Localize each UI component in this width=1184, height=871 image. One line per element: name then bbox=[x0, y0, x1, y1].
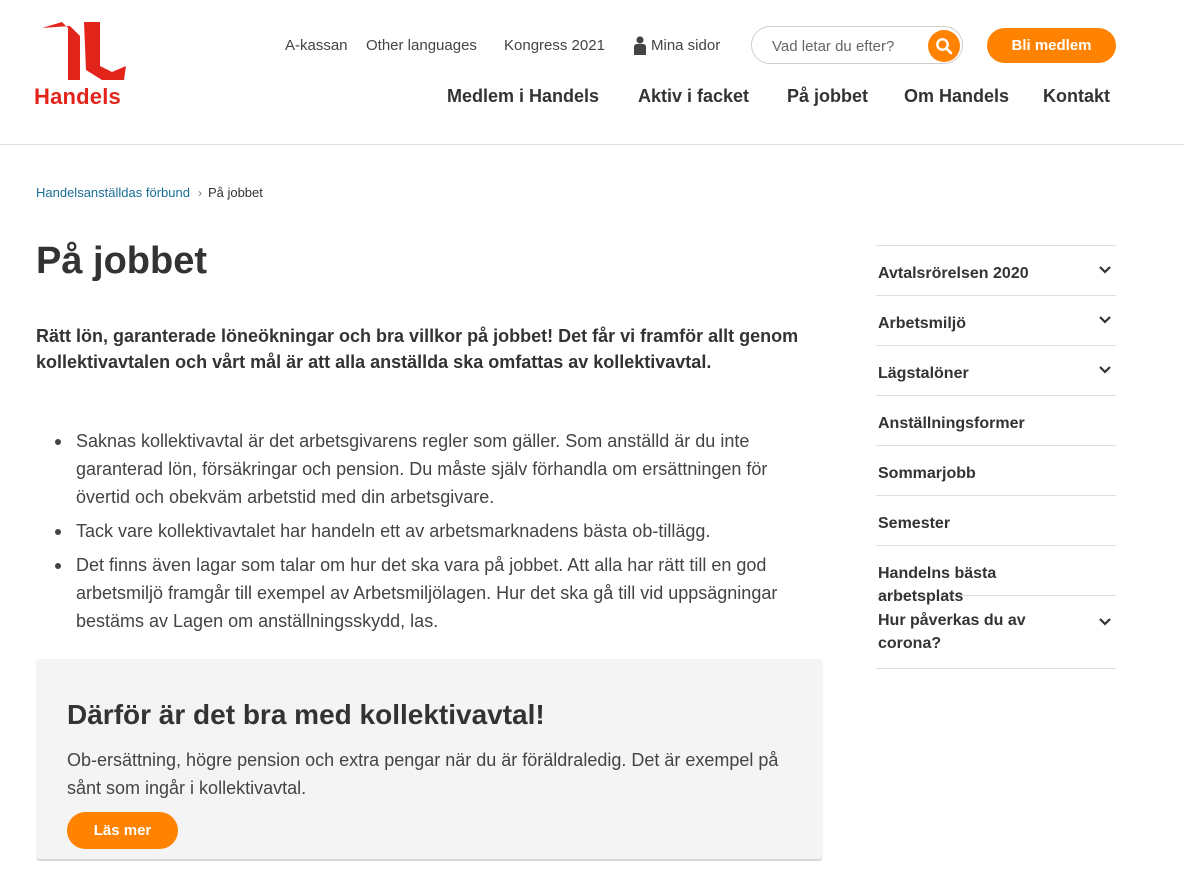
chevron-down-icon[interactable] bbox=[1098, 265, 1112, 275]
join-button[interactable]: Bli medlem bbox=[987, 28, 1116, 63]
sidebar-item-basta-arbetsplats[interactable] bbox=[876, 546, 1116, 605]
nav-item-kontakt[interactable]: Kontakt bbox=[1043, 86, 1110, 106]
page-title: På jobbet bbox=[36, 240, 208, 282]
sidebar-item-label: Avtalsrörelsen 2020 bbox=[878, 265, 1029, 282]
nav-item-pa-jobbet[interactable]: På jobbet bbox=[787, 86, 869, 106]
top-link-a-kassan[interactable]: A-kassan bbox=[285, 37, 348, 54]
search-button[interactable] bbox=[928, 30, 960, 62]
list-item: Saknas kollektivavtal är det arbetsgivarens regler som gäller. Som anställd är du inte garanterad lön, försäkringar och pension. Du måste själv förhandla om ersättningen för övertid och obekväm arbetstid med din arbetsgivare. bbox=[36, 427, 826, 511]
sidebar-item-semester[interactable] bbox=[876, 496, 1116, 546]
promo-text: Ob-ersättning, högre pension och extra pengar när du är föräldraledig. Det är exempel på sånt som ingår i kollektivavtal. bbox=[67, 750, 779, 798]
chevron-down-icon[interactable] bbox=[1098, 617, 1112, 627]
sidebar-item-arbetsmiljo[interactable] bbox=[876, 296, 1116, 346]
read-more-button[interactable]: Läs mer bbox=[67, 812, 178, 849]
nav-item-om-handels[interactable]: Om Handels bbox=[904, 86, 1010, 106]
logo-wordmark: Handels bbox=[34, 84, 121, 109]
sidebar-item-label: Arbetsmiljö bbox=[878, 315, 967, 332]
person-icon bbox=[633, 36, 647, 55]
breadcrumb-current: På jobbet bbox=[207, 185, 263, 200]
breadcrumb-home-link[interactable]: Handelsanställdas förbund bbox=[36, 185, 190, 200]
sidebar-item-sommarjobb[interactable] bbox=[876, 446, 1116, 496]
sidebar-item-label: Anställningsformer bbox=[878, 415, 1025, 432]
sidebar-item-anstallningsformer[interactable] bbox=[876, 396, 1116, 446]
chevron-down-icon[interactable] bbox=[1098, 315, 1112, 325]
sidebar-item-label: Hur påverkas du av corona? bbox=[878, 612, 1026, 652]
sidebar-item-label: Semester bbox=[878, 515, 951, 532]
sidebar-nav bbox=[876, 245, 1116, 669]
promo-box bbox=[36, 659, 823, 861]
sidebar-item-corona[interactable] bbox=[876, 596, 1116, 669]
top-link-kongress[interactable]: Kongress 2021 bbox=[504, 37, 605, 54]
sidebar-item-lagstaloner[interactable] bbox=[876, 346, 1116, 396]
lead-paragraph: Rätt lön, garanterade löneökningar och bra villkor på jobbet! Det får vi framför allt genom kollektivavtalen och vårt mål är att alla anställda ska omfattas av kollektivavtal. bbox=[36, 326, 799, 372]
list-item: Det finns även lagar som talar om hur det ska vara på jobbet. Att alla har rätt till en god arbetsmiljö framgår till exempel av Arbetsmiljölagen. Hur det ska gå till vid uppsägningar bestäms av Lagen om anställningsskydd, las. bbox=[36, 551, 826, 635]
sidebar-item-avtalsrorelsen[interactable] bbox=[876, 246, 1116, 296]
site-header bbox=[0, 0, 1184, 145]
bullet-list bbox=[36, 427, 826, 641]
sidebar-item-label: Handelns bästa arbetsplats bbox=[878, 565, 997, 605]
breadcrumb bbox=[36, 185, 263, 200]
nav-item-medlem[interactable]: Medlem i Handels bbox=[447, 86, 600, 106]
chevron-down-icon[interactable] bbox=[1098, 365, 1112, 375]
list-item: Tack vare kollektivavtalet har handeln ett av arbetsmarknadens bästa ob-tillägg. bbox=[36, 517, 826, 545]
handels-logo[interactable] bbox=[34, 20, 138, 108]
nav-item-aktiv[interactable]: Aktiv i facket bbox=[638, 86, 750, 106]
search-box bbox=[751, 26, 963, 64]
handels-logo-mark-icon bbox=[40, 20, 130, 82]
breadcrumb-separator: › bbox=[197, 186, 202, 200]
sidebar-item-label: Lägstalöner bbox=[878, 365, 969, 382]
search-icon bbox=[935, 37, 953, 55]
top-link-mina-sidor[interactable]: Mina sidor bbox=[651, 37, 721, 54]
sidebar-item-label: Sommarjobb bbox=[878, 465, 976, 482]
top-link-other-languages[interactable]: Other languages bbox=[366, 37, 477, 54]
search-input[interactable] bbox=[772, 36, 922, 56]
promo-title: Därför är det bra med kollektivavtal! bbox=[67, 699, 545, 730]
